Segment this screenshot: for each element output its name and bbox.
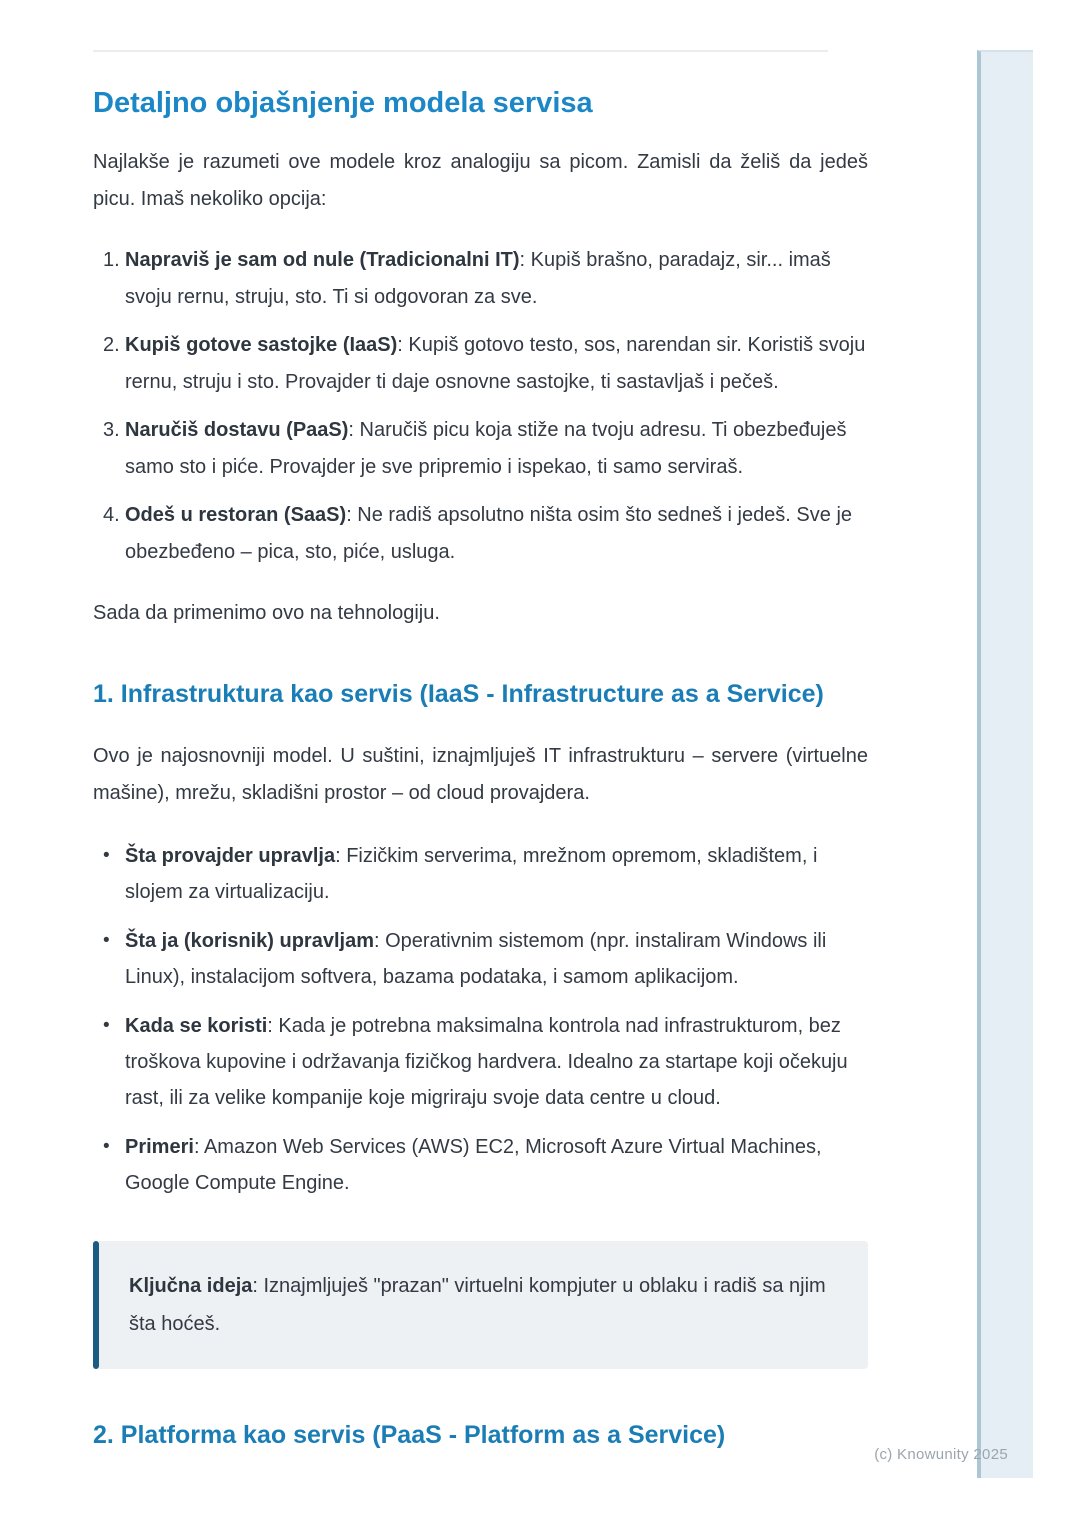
list-item-body <box>125 923 868 995</box>
list-item-body <box>125 497 868 571</box>
list-item <box>103 327 868 401</box>
list-item <box>103 242 868 316</box>
list-item <box>103 1008 868 1116</box>
iaas-bullet-list <box>93 838 868 1201</box>
list-item-number: 1. <box>103 249 120 271</box>
key-idea-callout <box>93 1241 868 1369</box>
list-item-lead: Kada se koristi <box>125 1015 268 1037</box>
list-item-body <box>125 1129 868 1201</box>
list-item-text: : Ne radiš apsolutno ništa osim što sedneš i jedeš. Sve je obezbeđeno – pica, sto, piće, usluga. <box>125 504 853 563</box>
list-item <box>103 497 868 571</box>
list-item-lead: Odeš u restoran (SaaS) <box>125 504 347 526</box>
list-item-text: : Fizičkim serverima, mrežnom opremom, skladištem, i slojem za virtualizaciju. <box>125 845 818 903</box>
list-item-lead: Šta ja (korisnik) upravljam <box>125 930 374 952</box>
section-heading-iaas: 1. Infrastruktura kao servis (IaaS - Infrastructure as a Service) <box>93 680 824 708</box>
list-item <box>103 838 868 910</box>
bullet-icon: • <box>103 1136 110 1157</box>
list-item-lead: Napraviš je sam od nule (Tradicionalni IT) <box>125 249 520 271</box>
list-item-body <box>125 412 868 486</box>
list-item-text: : Naručiš picu koja stiže na tvoju adresu. Ti obezbeđuješ samo sto i piće. Provajder je sve pripremio i ispekao, ti samo serviraš. <box>125 419 847 478</box>
intro-paragraph: Najlakše je razumeti ove modele kroz analogiju sa picom. Zamisli da želiš da jedeš picu. Imaš nekoliko opcija: <box>93 151 868 210</box>
transition-paragraph: Sada da primenimo ovo na tehnologiju. <box>93 602 440 624</box>
bullet-icon: • <box>103 845 110 866</box>
list-item-body <box>125 838 868 910</box>
callout-body <box>99 1241 868 1369</box>
section-heading-paas: 2. Platforma kao servis (PaaS - Platform as a Service) <box>93 1421 726 1449</box>
list-item-lead: Šta provajder upravlja <box>125 845 336 867</box>
bullet-icon: • <box>103 930 110 951</box>
iaas-paragraph: Ovo je najosnovniji model. U suštini, iznajmljuješ IT infrastrukturu – servere (virtuelne mašine), mrežu, skladišni prostor – od cloud provajdera. <box>93 745 868 804</box>
list-item-text: : Amazon Web Services (AWS) EC2, Microsoft Azure Virtual Machines, Google Compute Engine. <box>125 1136 822 1194</box>
list-item-lead: Naručiš dostavu (PaaS) <box>125 419 349 441</box>
bullet-icon: • <box>103 1015 110 1036</box>
list-item-text: : Kupiš gotovo testo, sos, narendan sir. Koristiš svoju rernu, struju i sto. Provajder ti daje osnovne sastojke, ti sastavljaš i pečeš. <box>125 334 866 393</box>
list-item-lead: Primeri <box>125 1136 194 1158</box>
page-edge-bar <box>977 50 1033 1478</box>
list-item-text: : Kada je potrebna maksimalna kontrola nad infrastrukturom, bez troškova kupovine i održavanja fizičkog hardvera. Idealno za startape koji očekuju rast, ili za velike kompanije koje migriraju svoje data centre u cloud. <box>125 1015 848 1109</box>
list-item-body <box>125 242 868 316</box>
list-item-body <box>125 327 868 401</box>
list-item <box>103 923 868 995</box>
list-item-text: : Kupiš brašno, paradajz, sir... imaš svoju rernu, struju, sto. Ti si odgovoran za sve. <box>125 249 831 308</box>
list-item-text: : Operativnim sistemom (npr. instaliram Windows ili Linux), instalacijom softvera, bazama podataka, i samom aplikacijom. <box>125 930 827 988</box>
list-item-number: 2. <box>103 334 120 356</box>
document-content <box>93 50 868 1453</box>
list-item <box>103 1129 868 1201</box>
list-item-body <box>125 1008 868 1116</box>
list-item-lead: Kupiš gotove sastojke (IaaS) <box>125 334 398 356</box>
callout-lead: Ključna ideja <box>129 1275 253 1297</box>
list-item-number: 4. <box>103 504 120 526</box>
list-item <box>103 412 868 486</box>
watermark: (c) Knowunity 2025 <box>874 1446 1008 1463</box>
page-title: Detaljno objašnjenje modela servisa <box>93 87 593 119</box>
pizza-analogy-list <box>93 242 868 571</box>
callout-text: : Iznajmljuješ "prazan" virtuelni kompjuter u oblaku i radiš sa njim šta hoćeš. <box>129 1275 826 1335</box>
list-item-number: 3. <box>103 419 120 441</box>
